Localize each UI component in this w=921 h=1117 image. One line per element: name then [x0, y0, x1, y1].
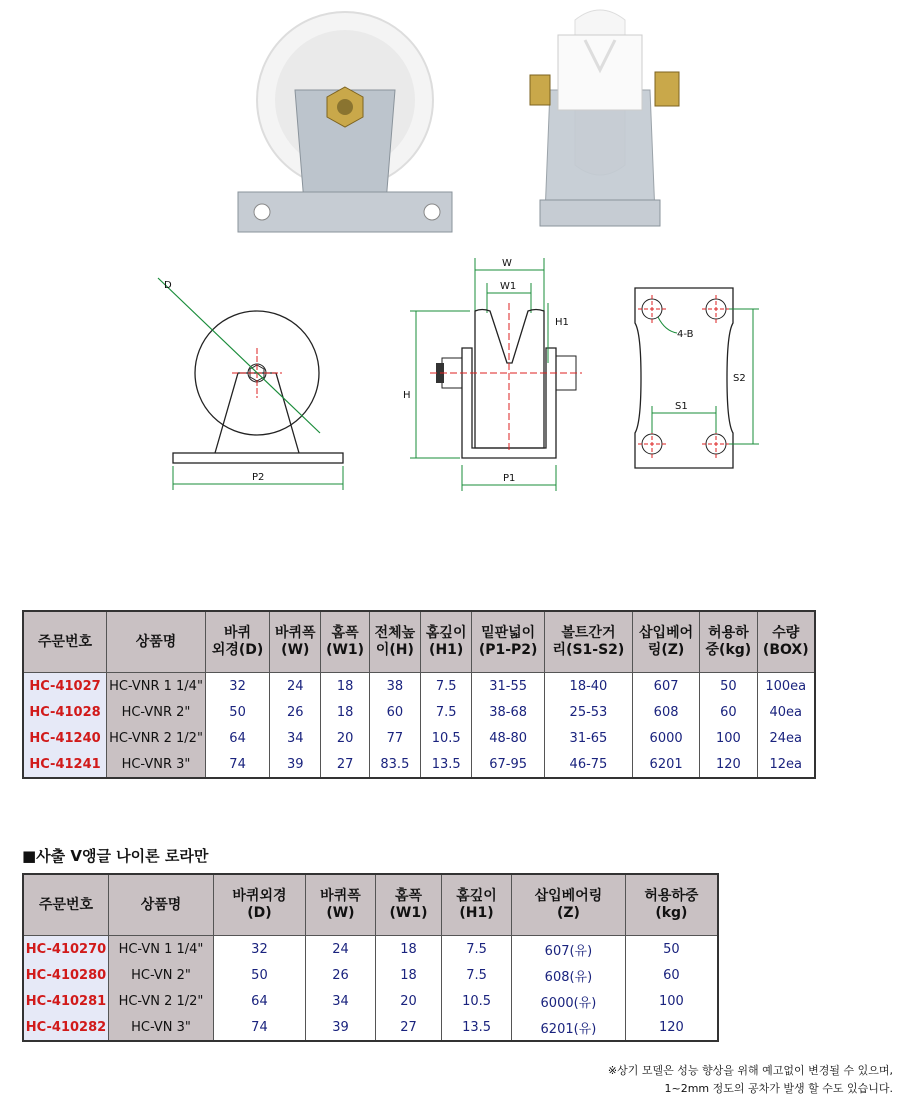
- cell: 10.5: [441, 988, 511, 1014]
- cell: 31-55: [472, 673, 545, 700]
- cell: 25-53: [544, 699, 632, 725]
- order-no: HC-41027: [23, 673, 107, 700]
- cell: 77: [369, 725, 420, 751]
- header-base-size: 밑판넓이 (P1-P2): [472, 611, 545, 673]
- cell: 60: [700, 699, 757, 725]
- note-line-2: 1~2mm 정도의 공차가 발생 할 수도 있습니다.: [664, 1082, 893, 1095]
- cell: 120: [700, 751, 757, 778]
- cell: 6201: [632, 751, 699, 778]
- header-product-name: 상품명: [109, 874, 214, 936]
- cell: 6000(유): [512, 988, 626, 1014]
- cell: 50: [700, 673, 757, 700]
- cell: 120: [625, 1014, 718, 1041]
- cell: 26: [270, 699, 321, 725]
- cell: 46-75: [544, 751, 632, 778]
- label-h: H: [403, 390, 411, 401]
- cell: 27: [321, 751, 369, 778]
- base-plate-drawing: [625, 283, 765, 473]
- product-name: HC-VNR 3": [107, 751, 206, 778]
- label-s2: S2: [733, 373, 746, 384]
- header-groove-width: 홈폭 (W1): [376, 874, 442, 936]
- header-width: 바퀴폭 (W): [305, 874, 375, 936]
- order-no: HC-410281: [23, 988, 109, 1014]
- cell: 74: [206, 751, 270, 778]
- table-row: [23, 988, 718, 1014]
- cell: 67-95: [472, 751, 545, 778]
- product-name: HC-VN 2 1/2": [109, 988, 214, 1014]
- header-bolt-spacing: 볼트간거 리(S1-S2): [544, 611, 632, 673]
- header-order-no: 주문번호: [23, 611, 107, 673]
- table-row: [23, 962, 718, 988]
- cell: 6201(유): [512, 1014, 626, 1041]
- cell: 24: [305, 936, 375, 963]
- product-photos: [0, 0, 921, 250]
- order-no: HC-410270: [23, 936, 109, 963]
- cell: 64: [206, 725, 270, 751]
- cell: 50: [625, 936, 718, 963]
- cell: 20: [321, 725, 369, 751]
- cell: 74: [214, 1014, 306, 1041]
- table-row: [23, 699, 815, 725]
- header-outer-dia: 바퀴외경 (D): [214, 874, 306, 936]
- cell: 38: [369, 673, 420, 700]
- product-name: HC-VN 3": [109, 1014, 214, 1041]
- cell: 34: [270, 725, 321, 751]
- cell: 100: [700, 725, 757, 751]
- cell: 6000: [632, 725, 699, 751]
- product-name: HC-VN 2": [109, 962, 214, 988]
- cell: 18: [321, 699, 369, 725]
- cell: 607(유): [512, 936, 626, 963]
- cell: 60: [369, 699, 420, 725]
- label-s1: S1: [675, 401, 688, 412]
- cell: 32: [214, 936, 306, 963]
- caster-front-photo: [238, 12, 452, 232]
- label-w: W: [502, 258, 512, 269]
- table-row: [23, 725, 815, 751]
- cell: 50: [214, 962, 306, 988]
- order-no: HC-41241: [23, 751, 107, 778]
- cell: 12ea: [757, 751, 815, 778]
- cell: 607: [632, 673, 699, 700]
- header-total-height: 전체높 이(H): [369, 611, 420, 673]
- cell: 608: [632, 699, 699, 725]
- header-groove-width: 홈폭 (W1): [321, 611, 369, 673]
- cell: 100ea: [757, 673, 815, 700]
- spec-table-vn-header: [23, 874, 718, 936]
- cell: 64: [214, 988, 306, 1014]
- spec-table-vnr-header: [23, 611, 815, 673]
- product-name: HC-VN 1 1/4": [109, 936, 214, 963]
- header-width: 바퀴폭 (W): [270, 611, 321, 673]
- header-load: 허용하중 (kg): [625, 874, 718, 936]
- order-no: HC-41028: [23, 699, 107, 725]
- header-load: 허용하 중(kg): [700, 611, 757, 673]
- cell: 10.5: [421, 725, 472, 751]
- header-groove-depth: 홈깊이 (H1): [421, 611, 472, 673]
- cell: 39: [270, 751, 321, 778]
- cell: 40ea: [757, 699, 815, 725]
- cell: 83.5: [369, 751, 420, 778]
- table-row: [23, 936, 718, 963]
- order-no: HC-41240: [23, 725, 107, 751]
- header-qty: 수량 (BOX): [757, 611, 815, 673]
- cell: 38-68: [472, 699, 545, 725]
- product-name: HC-VNR 2": [107, 699, 206, 725]
- label-bolt: 4-B: [677, 329, 694, 340]
- caster-side-photo: [530, 10, 679, 226]
- spec-table-vnr: [22, 610, 816, 779]
- header-product-name: 상품명: [107, 611, 206, 673]
- table-row: [23, 1014, 718, 1041]
- cell: 13.5: [441, 1014, 511, 1041]
- cell: 18: [376, 936, 442, 963]
- label-p1: P1: [503, 473, 516, 484]
- header-bearing: 삽입베어 링(Z): [632, 611, 699, 673]
- cell: 50: [206, 699, 270, 725]
- cell: 13.5: [421, 751, 472, 778]
- side-view-drawing: [400, 253, 585, 498]
- product-name: HC-VNR 2 1/2": [107, 725, 206, 751]
- cell: 7.5: [421, 673, 472, 700]
- disclaimer-note: [608, 1062, 893, 1098]
- label-w1: W1: [500, 281, 517, 292]
- cell: 39: [305, 1014, 375, 1041]
- label-d: D: [164, 280, 172, 291]
- label-h1: H1: [555, 317, 569, 328]
- cell: 24: [270, 673, 321, 700]
- cell: 32: [206, 673, 270, 700]
- cell: 27: [376, 1014, 442, 1041]
- header-order-no: 주문번호: [23, 874, 109, 936]
- order-no: HC-410282: [23, 1014, 109, 1041]
- header-outer-dia: 바퀴 외경(D): [206, 611, 270, 673]
- header-groove-depth: 홈깊이 (H1): [441, 874, 511, 936]
- cell: 48-80: [472, 725, 545, 751]
- cell: 100: [625, 988, 718, 1014]
- note-line-1: ※상기 모델은 성능 향상을 위해 예고없이 변경될 수 있으며,: [607, 1064, 893, 1077]
- section-title: ■사출 V앵글 나이론 로라만: [22, 847, 209, 865]
- cell: 7.5: [441, 962, 511, 988]
- order-no: HC-410280: [23, 962, 109, 988]
- spec-table-vn: [22, 873, 719, 1042]
- cell: 31-65: [544, 725, 632, 751]
- product-name: HC-VNR 1 1/4": [107, 673, 206, 700]
- cell: 20: [376, 988, 442, 1014]
- cell: 7.5: [441, 936, 511, 963]
- header-bearing: 삽입베어링 (Z): [512, 874, 626, 936]
- label-p2: P2: [252, 472, 265, 483]
- table-row: [23, 751, 815, 778]
- front-view-drawing: [150, 268, 350, 493]
- cell: 18: [376, 962, 442, 988]
- cell: 18: [321, 673, 369, 700]
- cell: 60: [625, 962, 718, 988]
- cell: 18-40: [544, 673, 632, 700]
- cell: 24ea: [757, 725, 815, 751]
- cell: 7.5: [421, 699, 472, 725]
- cell: 26: [305, 962, 375, 988]
- table-row: [23, 673, 815, 700]
- cell: 34: [305, 988, 375, 1014]
- cell: 608(유): [512, 962, 626, 988]
